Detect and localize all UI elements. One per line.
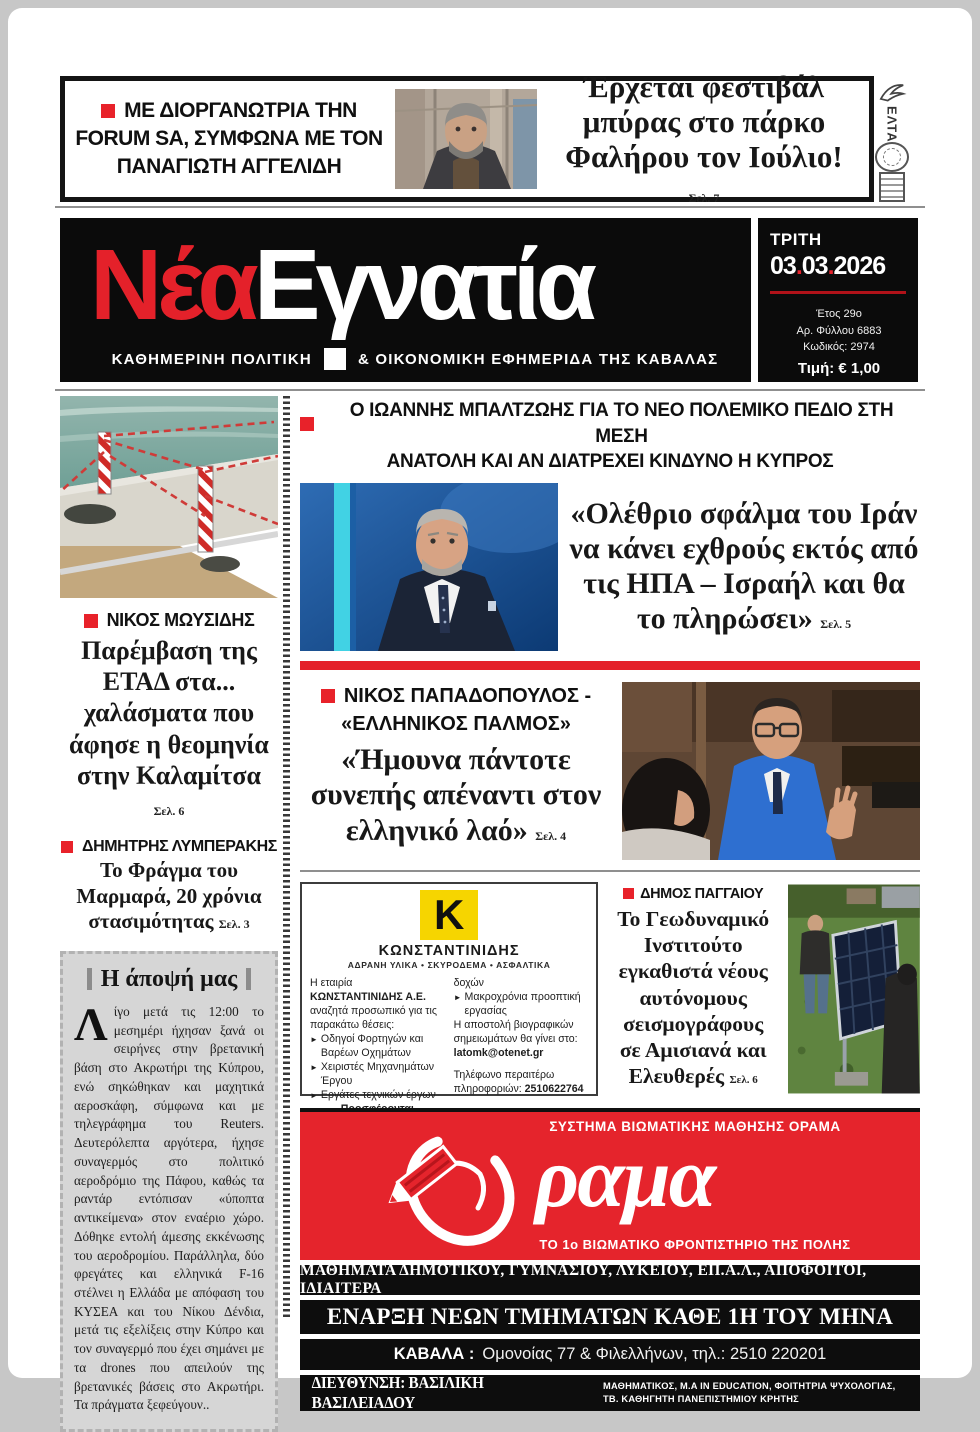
konstantinidis-company-name: ΚΩΝΣΤΑΝΤΙΝΙΔΗΣ xyxy=(378,942,520,959)
story-baltzois-page-ref: Σελ. 5 xyxy=(820,616,852,631)
title-bar-icon xyxy=(87,968,92,990)
story-paggaiou-kicker: ΔΗΜΟΣ ΠΑΓΓΑΙΟΥ xyxy=(610,886,776,902)
opinion-box xyxy=(60,951,278,1432)
divider-top xyxy=(55,206,925,208)
edition-year: Έτος 29ο xyxy=(816,308,862,320)
story-papadopoulos-page-ref: Σελ. 4 xyxy=(535,828,567,843)
elta-postal-strip xyxy=(862,78,922,204)
masthead-tagline xyxy=(60,348,770,370)
banner-page-ref: Σελ. 7 xyxy=(688,191,720,206)
story-papadopoulos-headline: «Ήμουνα πάντοτε συνεπής απέναντι στον ελληνικό λαό» Σελ. 4 xyxy=(310,742,602,847)
issue-number: Αρ. Φύλλου 6883 xyxy=(796,324,882,337)
banner-kicker-text: ΜΕ ΔΙΟΡΓΑΝΩΤΡΙΑ ΤΗΝ FORUM SA, ΣΥΜΦΩΝΑ ΜΕ ΤΟΝ ΠΑΝΑΓΙΩΤΗ ΑΓΓΕΛΙΔΗ xyxy=(75,98,383,179)
tagline-right: & ΟΙΚΟΝΟΜΙΚΗ ΕΦΗΜΕΡΙΔΑ ΤΗΣ ΚΑΒΑΛΑΣ xyxy=(357,350,719,368)
story-lymperakis-page-ref: Σελ. 3 xyxy=(218,917,250,932)
orama-swirl-pencil-logo-icon xyxy=(378,1116,528,1256)
elta-logo-label: ΕΛΤΑ xyxy=(884,105,900,143)
email-address: latomk@otenet.gr xyxy=(453,1046,544,1059)
orama-director-titles: ΜΑΘΗΜΑΤΙΚΟΣ, M.A IN EDUCATION, ΦΟΙΤΗΤΡΙΑ ΨΥΧΟΛΟΓΙΑΣ, ΤΒ. ΚΑΘΗΓΗΤΗ ΠΑΝΕΠΙΣΤΗΜΙΟΥ ΚΡΗΤΗΣ xyxy=(603,1381,896,1404)
offer-item: ► Μακροχρόνια προοπτική εργασίας xyxy=(453,990,581,1017)
elta-bird-icon xyxy=(875,80,909,106)
story-moysidis-kicker: ΝΙΚΟΣ ΜΩΥΣΙΔΗΣ xyxy=(60,610,278,631)
orama-bar-enrollment: ΕΝΑΡΞΗ ΝΕΩΝ ΤΜΗΜΑΤΩΝ ΚΑΘΕ 1Η ΤΟΥ ΜΗΝΑ xyxy=(300,1300,920,1334)
story-baltzois-headline: «Ολέθριο σφάλμα του Ιράν να κάνει εχθρούς εκτός από τις ΗΠΑ – Ισραήλ και θα το πληρώσει» Σελ. 5 xyxy=(569,497,919,635)
red-square-bullet-icon xyxy=(84,614,98,628)
story-paggaiou-page-ref: Σελ. 6 xyxy=(729,1074,758,1087)
date-panel xyxy=(751,218,918,382)
orama-bar-lessons: ΜΑΘΗΜΑΤΑ ΔΗΜΟΤΙΚΟΥ, ΓΥΜΝΑΣΙΟΥ, ΛΥΚΕΙΟΥ, ΕΠ.Α.Λ., ΑΠΟΦΟΙΤΟΙ, ΙΔΙΑΙΤΕΡΑ xyxy=(300,1265,920,1295)
left-column xyxy=(60,396,278,1432)
orama-ad xyxy=(300,1108,920,1411)
opinion-title: Η άποψή μας xyxy=(100,965,238,992)
divider-under-story2 xyxy=(300,870,920,872)
masthead xyxy=(60,218,918,382)
divider-under-masthead xyxy=(55,389,925,391)
weekday-label: ΤΡΙΤΗ xyxy=(770,230,822,249)
story-lymperakis-headline: Το Φράγμα του Μαρμαρά, 20 χρόνια στασιμότητας Σελ. 3 xyxy=(76,858,262,934)
konstantinidis-col-left: Η εταιρία ΚΩΝΣΤΑΝΤΙΝΙΔΗΣ Α.Ε. αναζητά προσωπικό για τις παρακάτω θέσεις: ► Οδηγοί Φορτηγών και Βαρέων Οχημάτων ► Χειριστές Μηχανημάτων Έργου ► Εργάτες τεχνικών έργων xyxy=(310,977,445,1145)
story-paggaiou xyxy=(608,882,778,1096)
orama-ad-red-panel xyxy=(300,1108,920,1260)
opinion-dropcap: Λ xyxy=(74,998,108,1051)
top-banner-story xyxy=(60,68,874,206)
orama-city: ΚΑΒΑΛΑ : xyxy=(393,1344,475,1363)
kalamitsa-beach-photo-image xyxy=(60,396,278,598)
phone-number: 2510622764 xyxy=(524,1082,584,1095)
orama-bar-address xyxy=(300,1339,920,1370)
date-label: 03.03.2026 xyxy=(770,252,886,280)
job-item: ► Χειριστές Μηχανημάτων Έργου xyxy=(310,1060,435,1087)
title-bar-icon xyxy=(246,968,251,990)
opinion-body: Λίγο μετά τις 12:00 το μεσημέρι ήχησαν ξανά οι σειρήνες στην βρετανική βάση στο Ακρωτήρι της Κύπρου, ενώ σηκώθηκαν και μαχητικά αεροσκάφη, σύμφωνα και με τηλεγράφημα του Reuters. Δευτερόλεπτα αργότερα, ήχησε συναγερμός στο πολιτικό αεροδρόμιο της Πάφου, καθώς τα ραντάρ εντόπισαν «ύποπτα αντικείμενα» στον εναέριο χώρο. Δόθηκε εντολή άμεσης εκκένωσης του αεροδρομίου. Παράλληλα, δύο φρεγάτες και ελληνικά F-16 στέλνει η Ελλάδα με απόφαση του ΚΥΣΕΑ και του Νίκου Δένδια, μετά τις εξελίξεις στην Κύπρο και τον συναγερμό που έχει σημάνει με τα drones που απειλούν της βρετανικές βάσεις στο Ακρωτήρι. Τα πράγματα ξεφεύγουν.. xyxy=(74,998,264,1413)
date-underline xyxy=(770,291,906,294)
red-square-bullet-icon xyxy=(300,417,314,431)
orama-tagline-top: ΣΥΣΤΗΜΑ ΒΙΩΜΑΤΙΚΗΣ ΜΑΘΗΣΗΣ ΟΡΑΜΑ xyxy=(549,1118,841,1134)
white-square-icon xyxy=(324,348,346,370)
column-divider-dashed xyxy=(283,396,290,1320)
orama-tagline-bottom: ΤΟ 1ο ΒΙΩΜΑΤΙΚΟ ΦΡΟΝΤΙΣΤΗΡΙΟ ΤΗΣ ΠΟΛΗΣ xyxy=(539,1236,851,1252)
elta-postmark-stamp-icon xyxy=(875,142,909,172)
middle-row xyxy=(300,882,920,1101)
story-papadopoulos xyxy=(300,682,920,860)
red-divider-bar xyxy=(300,661,920,670)
elta-stamp-icon xyxy=(879,172,905,202)
orama-logo-text: ραμα xyxy=(535,1128,715,1225)
orama-address: Ομονοίας 77 & Φιλελλήνων, τηλ.: 2510 220201 xyxy=(482,1344,827,1363)
seismograph-photo-image xyxy=(788,882,920,1096)
red-square-bullet-icon xyxy=(321,689,335,703)
story-moysidis-headline: Παρέμβαση της ΕΤΑΔ στα... χαλάσματα που άφησε η θεομηνία στην Καλαμίτσα Σελ. 6 xyxy=(69,636,269,818)
konstantinidis-subtitle: ΑΔΡΑΝΗ ΥΛΙΚΑ • ΣΚΥΡΟΔΕΜΑ • ΑΣΦΑΛΤΙΚΑ xyxy=(347,959,551,970)
story-moysidis-page-ref: Σελ. 6 xyxy=(153,803,185,818)
price-label: Τιμή: € 1,00 xyxy=(797,359,881,377)
orama-bar-director xyxy=(300,1372,920,1412)
parliament-photo-image xyxy=(622,682,920,860)
red-square-bullet-icon xyxy=(61,841,73,853)
story-baltzois-kicker: Ο ΙΩΑΝΝΗΣ ΜΠΑΛΤΖΩΗΣ ΓΙΑ ΤΟ ΝΕΟ ΠΟΛΕΜΙΚΟ ΠΕΔΙΟ ΣΤΗ ΜΕΣΗ ΑΝΑΤΟΛΗ ΚΑΙ ΑΝ ΔΙΑΤΡΕΧΕΙ ΚΙΝΔΥΝΟ Η ΚΥΠΡΟΣ xyxy=(300,398,920,475)
logo-egnatia: Εγνατία xyxy=(253,229,593,341)
main-area xyxy=(300,398,920,1411)
story-baltzois xyxy=(300,483,920,651)
job-item: ► Εργάτες τεχνικών έργων xyxy=(310,1088,436,1101)
konstantinidis-logo: K xyxy=(420,890,478,940)
newspaper-logo xyxy=(90,220,592,350)
red-square-bullet-icon xyxy=(101,104,115,118)
red-square-bullet-icon xyxy=(623,888,634,899)
logo-nea: Νέα xyxy=(90,229,254,341)
story-lymperakis-kicker: ΔΗΜΗΤΡΗΣ ΛΥΜΠΕΡΑΚΗΣ xyxy=(60,838,278,856)
issue-code: Κωδικός: 2974 xyxy=(803,341,875,353)
phone-line: Τηλέφωνο περαιτέρω πληροφοριών: 2510622764 xyxy=(453,1068,584,1095)
banner-kicker xyxy=(73,97,385,181)
story-paggaiou-headline: Το Γεωδυναμικό Ινστιτούτο εγκαθιστά νέους αυτόνομους σεισμογράφους σε Αμισιανά και Ελευθερές Σελ. 6 xyxy=(617,906,770,1089)
konstantinidis-ad xyxy=(300,882,598,1101)
opinion-title-row xyxy=(74,966,264,993)
orama-director-name: ΔΙΕΥΘΥΝΣΗ: ΒΑΣΙΛΙΚΗ ΒΑΣΙΛΕΙΑΔΟΥ xyxy=(311,1372,484,1412)
banner-headline: Έρχεται φεστιβάλ μπύρας στο πάρκο Φαλήρου τον Ιούλιο! Σελ. 7 xyxy=(565,68,843,206)
tagline-left: ΚΑΘΗΜΕΡΙΝΗ ΠΟΛΙΤΙΚΗ xyxy=(111,350,312,368)
story-papadopoulos-kicker: ΝΙΚΟΣ ΠΑΠΑΔΟΠΟΥΛΟΣ - «ΕΛΛΗΝΙΚΟΣ ΠΑΛΜΟΣ» xyxy=(300,682,612,738)
job-item: ► Οδηγοί Φορτηγών και Βαρέων Οχημάτων xyxy=(310,1032,424,1059)
tv-interview-photo-image xyxy=(300,483,558,651)
konstantinidis-col-right: δοχών ► Μακροχρόνια προοπτική εργασίας Η αποστολή βιογραφικών σημειωμάτων θα γίνει στο: latomk@otenet.gr Τηλέφωνο περαιτέρω πληροφοριών: 2510622764 xyxy=(454,977,589,1145)
banner-portrait-photo-image xyxy=(395,89,537,189)
